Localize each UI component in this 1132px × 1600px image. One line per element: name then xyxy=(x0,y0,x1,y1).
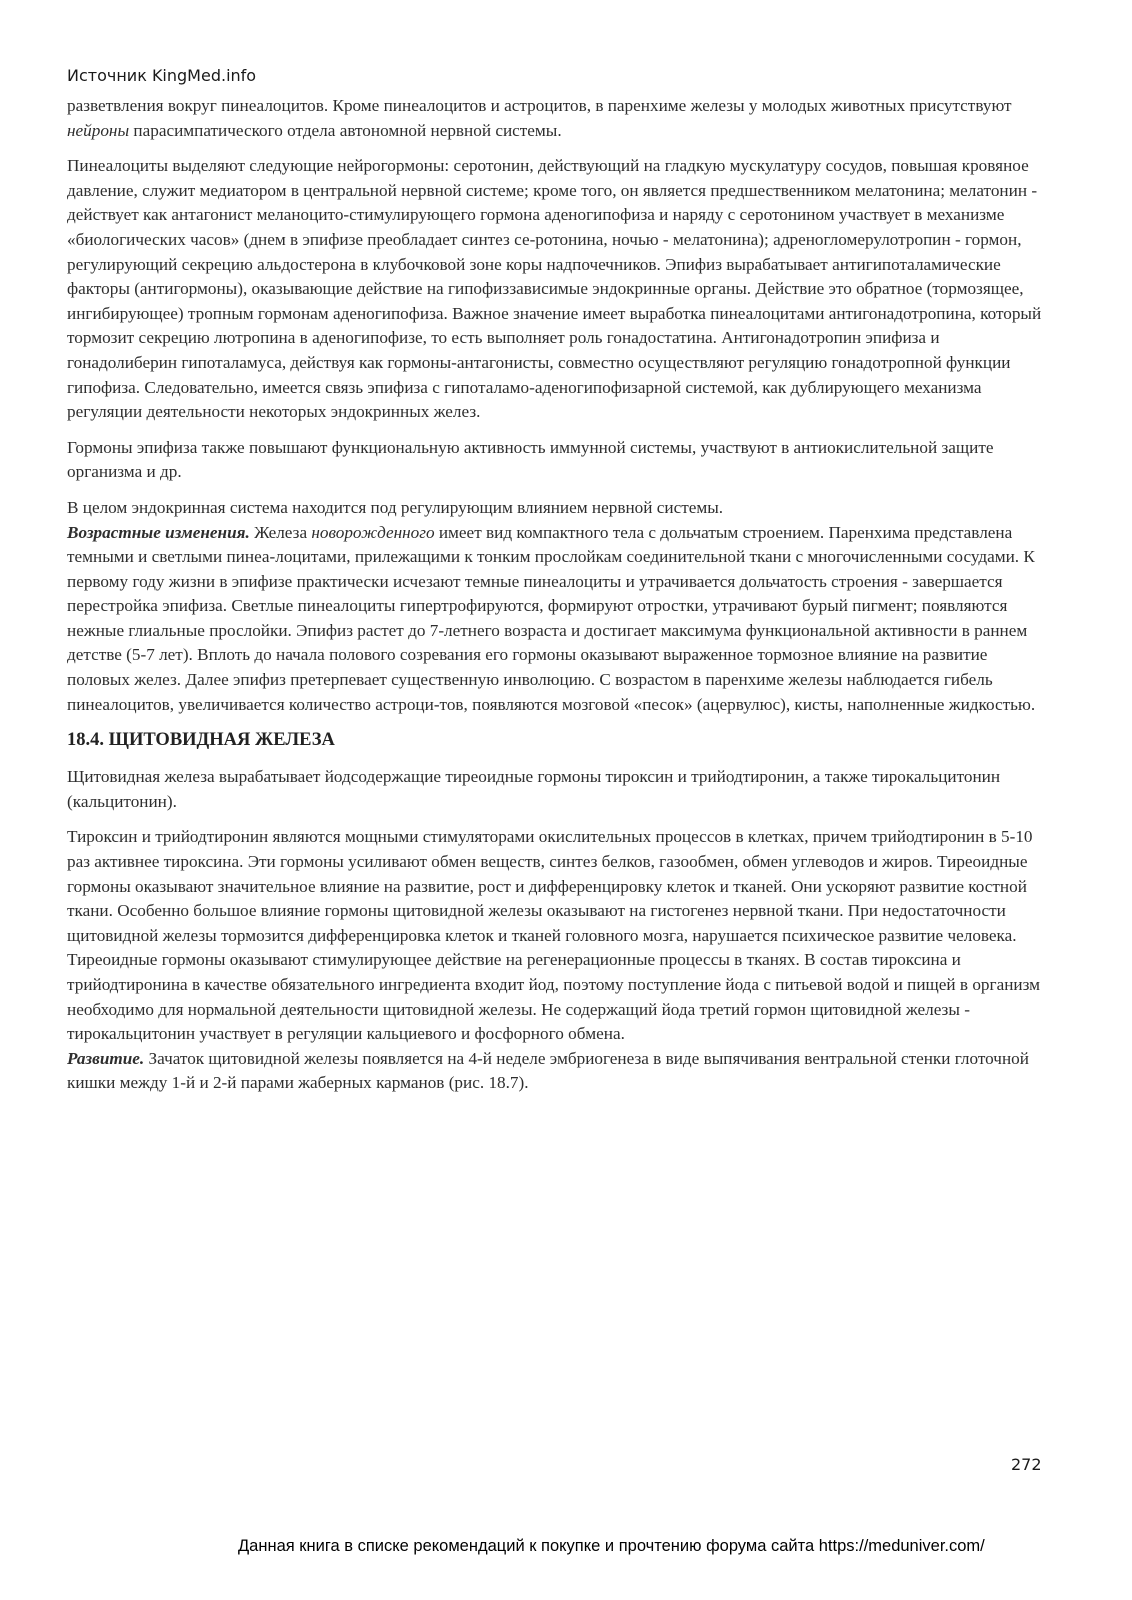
text-run: парасимпатического отдела автономной нервной системы. xyxy=(129,120,562,140)
section-heading: 18.4. ЩИТОВИДНАЯ ЖЕЛЕЗА xyxy=(67,730,335,751)
paragraph-neurohormones: Пинеалоциты выделяют следующие нейрогормоны: серотонин, действующий на гладкую мускулатуру сосудов, повышая кровяное давление, служит медиатором в центральной нервной системе; кроме того, он является предшественником мелатонина; мелатонин - действует как антагонист меланоцито-стимулирующего гормона аденогипофиза и наряду с серотонином участвует в механизме «биологических часов» (днем в эпифизе преобладает синтез се-ротонина, ночью - мелатонина); адреногломерулотропин - гормон, регулирующий секрецию альдостерона в клубочковой зоне коры надпочечников. Эпифиз вырабатывает антигипоталамические факторы (антигормоны), оказывающие действие на гипофиззависимые эндокринные органы. Действие это обратное (тормозящее, ингибирующее) тропным гормонам аденогипофиза. Важное значение имеет выработка пинеалоцитами антигонадотропина, который тормозит секрецию лютропина в аденогипофизе, то есть выполняет роль гонадостатина. Антигонадотропин эпифиза и гонадолиберин гипоталамуса, действуя как гормоны-антагонисты, совместно осуществляют регуляцию гонадотропной функции гипофиза. Следовательно, имеется связь эпифиза с гипоталамо-аденогипофизарной системой, как дублирующего механизма регуляции деятельности некоторых эндокринных желез. xyxy=(67,156,1042,422)
paragraph-immune: Гормоны эпифиза также повышают функциональную активность иммунной системы, участвуют в антиокислительной защите организма и др. xyxy=(67,437,994,482)
section-label: Возрастные изменения. xyxy=(67,522,250,542)
paragraph-thyroid-hormones: Тироксин и трийодтиронин являются мощными стимуляторами окислительных процессов в клетках, причем трийодтиронин в 5-10 раз активнее тироксина. Эти гормоны усиливают обмен веществ, синтез белков, газообмен, обмен углеводов и жиров. Тиреоидные гормоны оказывают значительное влияние на развитие, рост и дифференцировку клеток и тканей. Они ускоряют развитие костной ткани. Особенно большое влияние гормоны щитовидной железы оказывают на гистогенез нервной ткани. При недостаточности щитовидной железы тормозится дифференцировка клеток и тканей головного мозга, нарушается психическое развитие человека. Тиреоидные гормоны оказывают стимулирующее действие на регенерационные процессы в тканях. В состав тироксина и трийодтиронина в качестве обязательного ингредиента входит йод, поэтому поступление йода с питьевой водой и пищей в организм необходимо для нормальной деятельности щитовидной железы. Не содержащий йода третий гормон щитовидной железы - тирокальцитонин участвует в регуляции кальциевого и фосфорного обмена. xyxy=(67,827,1041,1044)
italic-term: нейроны xyxy=(67,120,130,140)
footer-note: Данная книга в списке рекомендаций к покупке и прочтению форума сайта https://meduniver.com/ xyxy=(238,1537,985,1555)
text-run: имеет вид компактного тела с дольчатым строением. Паренхима представлена темными и светлыми пинеа-лоцитами, прилежащими к тонким прослойкам соединительной ткани с многочисленными сосудами. К первому году жизни в эпифизе практически исчезают темные пинеалоциты и утрачивается дольчатость строения - завершается перестройка эпифиза. Светлые пинеалоциты гипертрофируются, формируют отростки, утрачивают бурый пигмент; появляются нежные глиальные прослойки. Эпифиз растет до 7-летнего возраста и достигает максимума функциональной активности в раннем детстве (5-7 лет). Вплоть до начала полового созревания его гормоны оказывают выраженное тормозное влияние на развитие половых желез. Далее эпифиз претерпевает существенную инволюцию. С возрастом в паренхиме железы наблюдается гибель пинеалоцитов, увеличивается количество астроци-тов, появляются мозговой «песок» (ацервулюс), кисты, наполненные жидкостью. xyxy=(67,522,1036,714)
source-header: Источник KingMed.info xyxy=(67,66,257,85)
paragraph-neurons xyxy=(67,94,1053,143)
paragraph-endocrine-regulation: В целом эндокринная система находится под регулирующим влиянием нервной системы. xyxy=(67,497,724,517)
document-body xyxy=(67,94,1053,1107)
paragraph-development xyxy=(67,1047,1053,1096)
paragraph-thyroid-intro: Щитовидная железа вырабатывает йодсодержащие тиреоидные гормоны тироксин и трийодтиронин, а также тирокальцитонин (кальцитонин). xyxy=(67,767,1001,811)
italic-term: новорожденного xyxy=(311,522,435,542)
section-label: Развитие. xyxy=(67,1048,145,1068)
page-number: 272 xyxy=(1011,1455,1042,1474)
paragraph-age-changes xyxy=(67,521,1053,718)
text-run: Зачаток щитовидной железы появляется на 4-й неделе эмбриогенеза в виде выпячивания вентральной стенки глоточной кишки между 1-й и 2-й парами жаберных карманов (рис. 18.7). xyxy=(67,1048,1029,1093)
text-run: Железа xyxy=(249,522,312,542)
text-run: разветвления вокруг пинеалоцитов. Кроме пинеалоцитов и астроцитов, в паренхиме железы у молодых животных присутствуют xyxy=(67,96,1012,115)
